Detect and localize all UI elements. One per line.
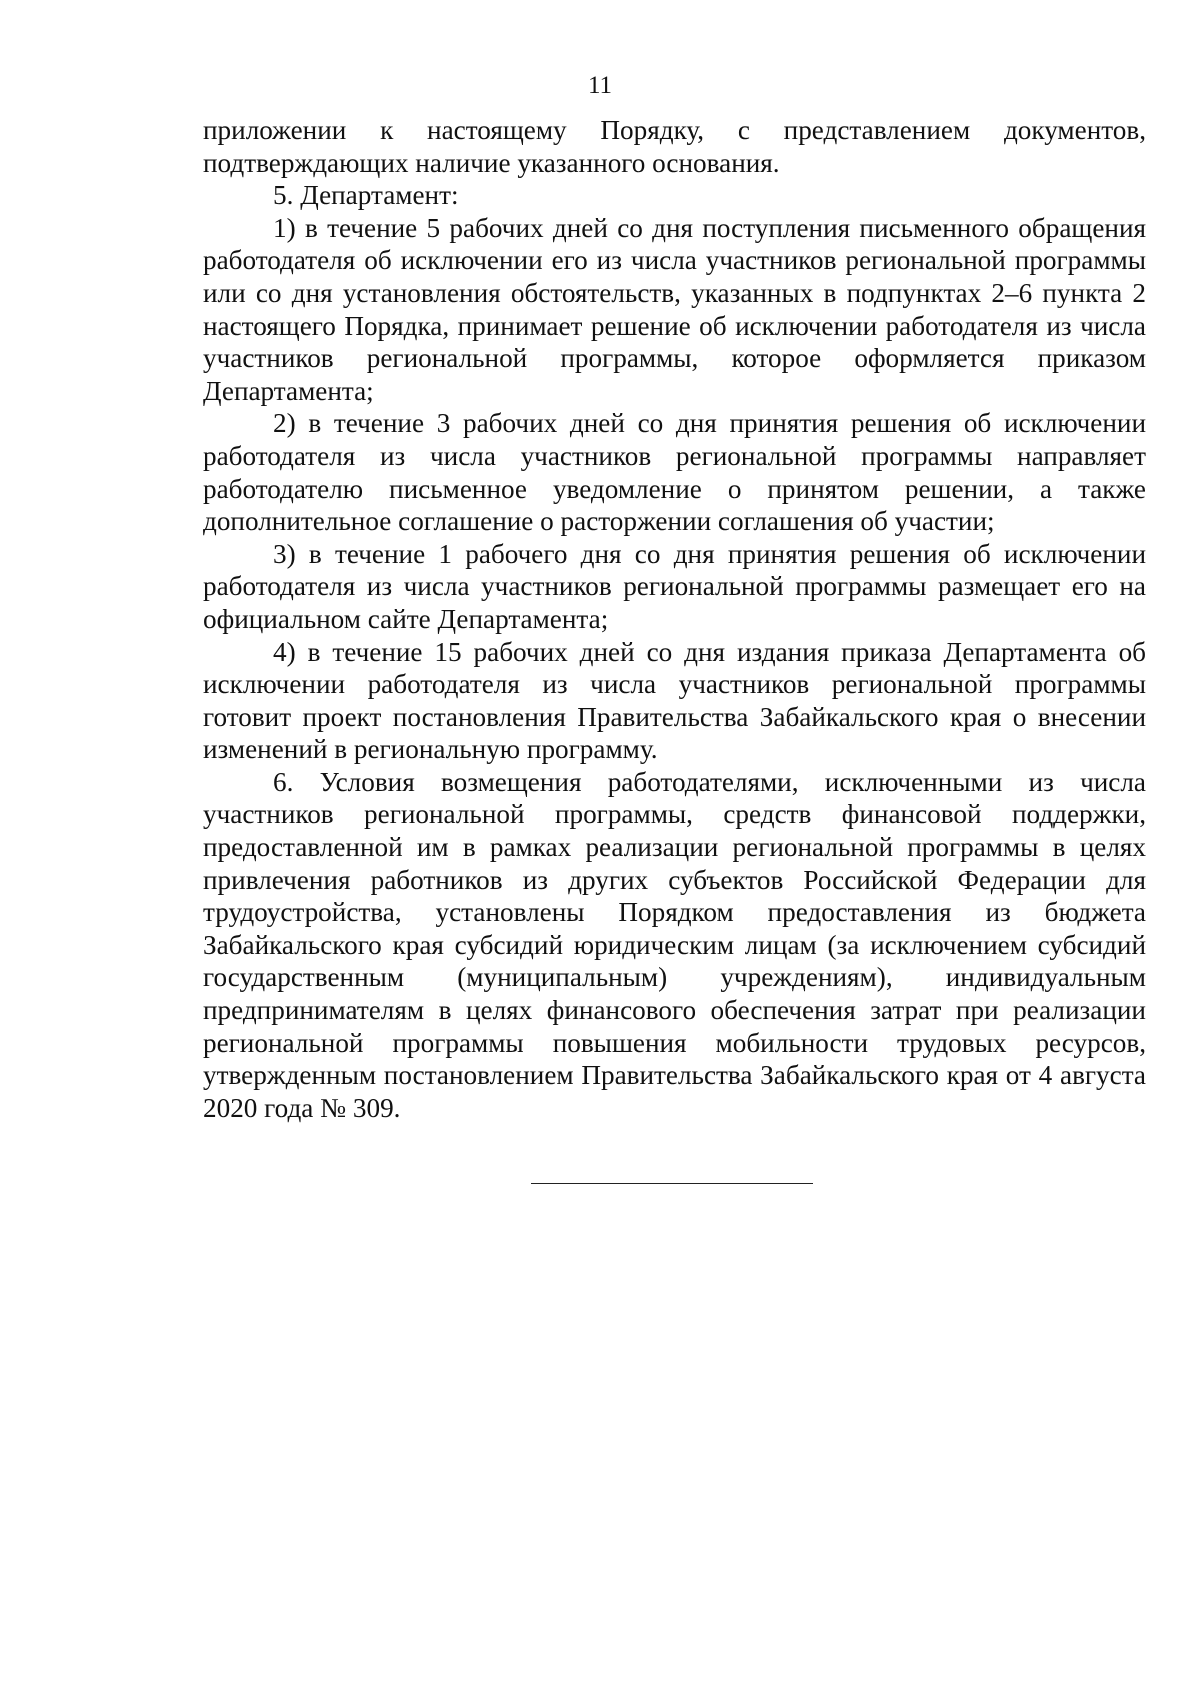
paragraph-item-5-1: 1) в течение 5 рабочих дней со дня поступления письменного обращения работодателя об исключении его из числа участников региональной программы или со дня установления обстоятельств, указанных в подпунктах 2–6 пункта 2 настоящего Порядка, принимает решение об исключении работодателя из числа участников региональной программы, которое оформляется приказом Департамента; <box>203 212 1146 406</box>
closing-separator-line <box>531 1183 813 1184</box>
paragraph-item-5-2: 2) в течение 3 рабочих дней со дня принятия решения об исключении работодателя из числа участников региональной программы направляет работодателю письменное уведомление о принятом решении, а также дополнительное соглашение о расторжении соглашения об участии; <box>203 408 1146 537</box>
paragraph-item-6: 6. Условия возмещения работодателями, исключенными из числа участников региональной программы, средств финансовой поддержки, предоставленной им в рамках реализации региональной программы в целях привлечения работников из других субъектов Российской Федерации для трудоустройства, установлены Порядком предоставления из бюджета Забайкальского края субсидий юридическим лицам (за исключением субсидий государственным (муниципальным) учреждениям), индивидуальным предпринимателям в целях финансового обеспечения затрат при реализации региональной программы повышения мобильности трудовых ресурсов, утвержденным постановлением Правительства Забайкальского края от 4 августа 2020 года № 309. <box>203 766 1146 1123</box>
paragraph-item-5-4: 4) в течение 15 рабочих дней со дня издания приказа Департамента об исключении работодателя из числа участников региональной программы готовит проект постановления Правительства Забайкальского края о внесении изменений в региональную программу. <box>203 636 1146 765</box>
page-number: 11 <box>587 72 613 99</box>
document-body <box>203 114 1146 1124</box>
paragraph-item-5: 5. Департамент: <box>273 180 459 211</box>
paragraph-continuation: приложении к настоящему Порядку, с представлением документов, подтверждающих наличие указанного основания. <box>203 115 1146 178</box>
paragraph-item-5-3: 3) в течение 1 рабочего дня со дня принятия решения об исключении работодателя из числа участников региональной программы размещает его на официальном сайте Департамента; <box>203 538 1146 634</box>
